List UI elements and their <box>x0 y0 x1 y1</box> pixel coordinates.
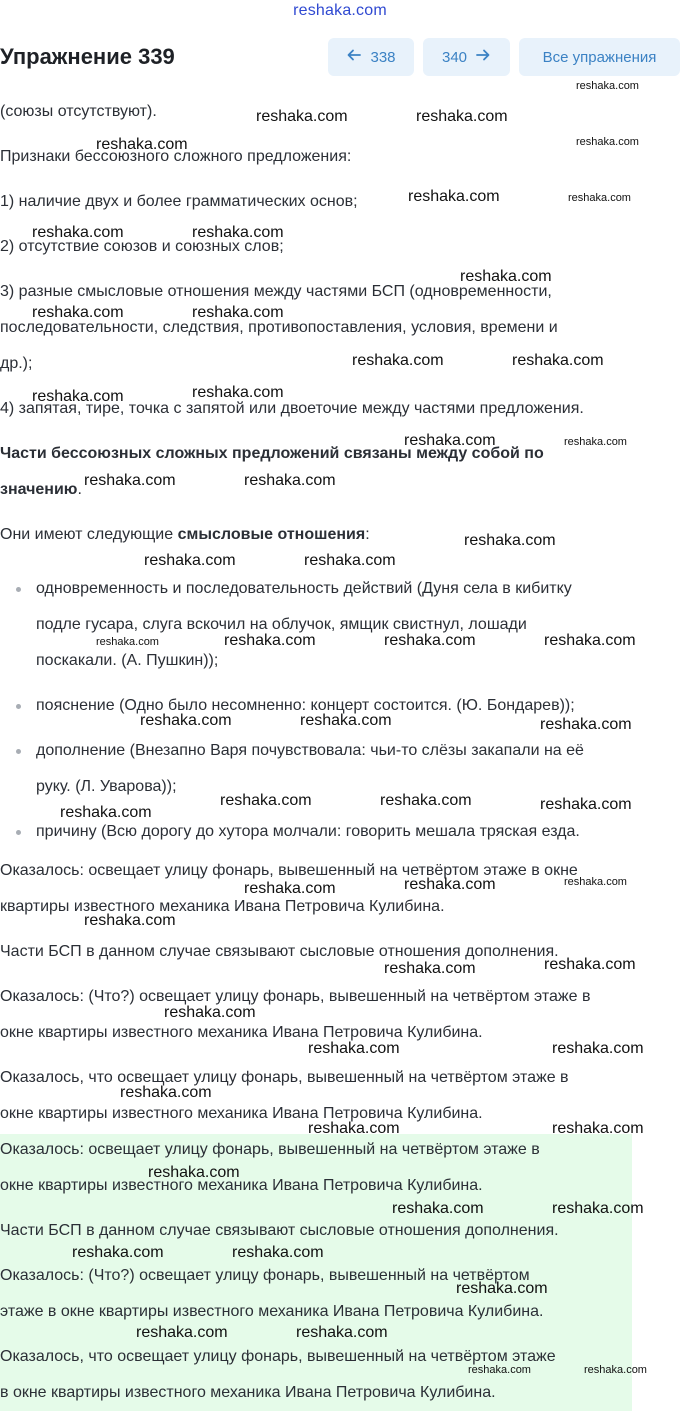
watermark: reshaka.com <box>192 224 284 241</box>
text-line: 3) разные смысловые отношения между частями БСП (одновременности, <box>0 283 552 300</box>
watermark: reshaka.com <box>552 1040 644 1057</box>
answer-line: Части БСП в данном случае связывают сысловые отношения дополнения. <box>0 1222 559 1239</box>
watermark: reshaka.com <box>32 224 124 241</box>
bold-term: смысловые отношения <box>177 526 366 543</box>
answer-line: в окне квартиры известного механика Ивана Петровича Кулибина. <box>0 1384 496 1401</box>
bullet-dot <box>16 749 21 754</box>
watermark: reshaka.com <box>408 188 500 205</box>
watermark: reshaka.com <box>32 388 124 405</box>
text-fragment: Они имеют следующие <box>0 526 178 543</box>
watermark: reshaka.com <box>512 352 604 369</box>
exercise-header <box>0 38 680 78</box>
list-item-line: руку. (Л. Уварова)); <box>36 778 177 795</box>
watermark: reshaka.com <box>568 192 631 204</box>
text-line: Оказалось: (Что?) освещает улицу фонарь, вывешенный на четвёртом этаже в <box>0 988 591 1005</box>
watermark: reshaka.com <box>140 712 232 729</box>
bullet-dot <box>16 587 21 592</box>
list-item-line: подле гусара, слуга вскочил на облучок, ямщик свистнул, лошади <box>36 616 527 633</box>
text-line: (союзы отсутствуют). <box>0 103 157 120</box>
watermark: reshaka.com <box>384 632 476 649</box>
page-title: Упражнение 339 <box>0 44 175 69</box>
watermark: reshaka.com <box>96 136 188 153</box>
answer-line: Оказалось, что освещает улицу фонарь, вывешенный на четвёртом этаже <box>0 1348 556 1365</box>
watermark: reshaka.com <box>544 632 636 649</box>
text-line: 2) отсутствие союзов и союзных слов; <box>0 238 284 255</box>
text-line <box>0 480 82 500</box>
watermark: reshaka.com <box>460 268 552 285</box>
watermark: reshaka.com <box>224 632 316 649</box>
watermark: reshaka.com <box>468 1364 531 1376</box>
next-exercise-button[interactable] <box>423 38 510 76</box>
watermark: reshaka.com <box>148 1164 240 1181</box>
text-line: 1) наличие двух и более грамматических основ; <box>0 193 358 210</box>
watermark: reshaka.com <box>144 552 236 569</box>
watermark: reshaka.com <box>244 880 336 897</box>
all-exercises-button[interactable]: Все упражнения <box>519 38 680 76</box>
bullet-dot <box>16 704 21 709</box>
text-line: последовательности, следствия, противопоставления, условия, времени и <box>0 319 558 336</box>
text-line: Признаки бессоюзного сложного предложения: <box>0 148 352 165</box>
answer-line: Оказалось: (Что?) освещает улицу фонарь, вывешенный на четвёртом <box>0 1267 530 1284</box>
text-line: Оказалось: освещает улицу фонарь, вывешенный на четвёртом этаже в окне <box>0 862 578 879</box>
watermark: reshaka.com <box>84 472 176 489</box>
watermark: reshaka.com <box>296 1324 388 1341</box>
prev-exercise-button[interactable] <box>328 38 414 76</box>
watermark: reshaka.com <box>576 136 639 148</box>
watermark: reshaka.com <box>564 876 627 888</box>
watermark: reshaka.com <box>136 1324 228 1341</box>
punctuation: : <box>365 526 370 543</box>
text-line <box>0 525 370 545</box>
watermark: reshaka.com <box>352 352 444 369</box>
watermark: reshaka.com <box>72 1244 164 1261</box>
next-exercise-label: 340 <box>441 48 468 66</box>
answer-line: этаже в окне квартиры известного механика Ивана Петровича Кулибина. <box>0 1303 544 1320</box>
list-item-line: поскакали. (А. Пушкин)); <box>36 652 219 669</box>
list-item-line: причину (Всю дорогу до хутора молчали: говорить мешала тряская езда. <box>36 823 580 840</box>
watermark: reshaka.com <box>304 552 396 569</box>
watermark: reshaka.com <box>584 1364 647 1376</box>
text-line: квартиры известного механика Ивана Петровича Кулибина. <box>0 898 445 915</box>
watermark: reshaka.com <box>32 304 124 321</box>
watermark: reshaka.com <box>308 1040 400 1057</box>
arrow-left-icon <box>346 47 362 67</box>
watermark: reshaka.com <box>416 108 508 125</box>
watermark: reshaka.com <box>192 384 284 401</box>
watermark: reshaka.com <box>96 636 159 648</box>
watermark: reshaka.com <box>384 960 476 977</box>
watermark: reshaka.com <box>60 804 152 821</box>
text-line: Оказалось, что освещает улицу фонарь, вывешенный на четвёртом этаже в <box>0 1069 569 1086</box>
watermark: reshaka.com <box>308 1120 400 1137</box>
watermark: reshaka.com <box>244 472 336 489</box>
arrow-right-icon <box>475 47 491 67</box>
answer-line: Оказалось: освещает улицу фонарь, вывешенный на четвёртом этаже в <box>0 1141 540 1158</box>
watermark: reshaka.com <box>404 876 496 893</box>
watermark: reshaka.com <box>456 1280 548 1297</box>
text-line: Части БСП в данном случае связывают сысловые отношения дополнения. <box>0 943 559 960</box>
watermark: reshaka.com <box>576 80 639 92</box>
punctuation: . <box>77 481 82 498</box>
answer-line: окне квартиры известного механика Ивана Петровича Кулибина. <box>0 1177 483 1194</box>
watermark: reshaka.com <box>544 956 636 973</box>
watermark: reshaka.com <box>192 304 284 321</box>
watermark: reshaka.com <box>552 1120 644 1137</box>
watermark: reshaka.com <box>540 796 632 813</box>
watermark: reshaka.com <box>552 1200 644 1217</box>
text-line: окне квартиры известного механика Ивана Петровича Кулибина. <box>0 1105 483 1122</box>
text-line: 4) запятая, тире, точка с запятой или двоеточие между частями предложения. <box>0 400 584 417</box>
watermark: reshaka.com <box>120 1084 212 1101</box>
watermark: reshaka.com <box>392 1200 484 1217</box>
list-item-line: пояснение (Одно было несомненно: концерт состоится. (Ю. Бондарев)); <box>36 697 575 714</box>
watermark: reshaka.com <box>380 792 472 809</box>
watermark: reshaka.com <box>220 792 312 809</box>
watermark: reshaka.com <box>564 436 627 448</box>
text-line: др.); <box>0 355 33 372</box>
site-link[interactable]: reshaka.com <box>293 2 387 19</box>
text-line: Части бессоюзных сложных предложений связаны между собой по <box>0 445 544 462</box>
bold-word: значению <box>0 481 78 498</box>
prev-exercise-label: 338 <box>370 48 396 66</box>
watermark: reshaka.com <box>256 108 348 125</box>
watermark: reshaka.com <box>84 912 176 929</box>
watermark: reshaka.com <box>164 1004 256 1021</box>
watermark: reshaka.com <box>404 432 496 449</box>
bullet-dot <box>16 830 21 835</box>
watermark: reshaka.com <box>540 716 632 733</box>
watermark: reshaka.com <box>232 1244 324 1261</box>
text-line: окне квартиры известного механика Ивана Петровича Кулибина. <box>0 1024 483 1041</box>
watermark: reshaka.com <box>464 532 556 549</box>
list-item-line: дополнение (Внезапно Варя почувствовала: чьи-то слёзы закапали на её <box>36 742 584 759</box>
list-item-line: одновременность и последовательность действий (Дуня села в кибитку <box>36 580 572 597</box>
watermark: reshaka.com <box>300 712 392 729</box>
